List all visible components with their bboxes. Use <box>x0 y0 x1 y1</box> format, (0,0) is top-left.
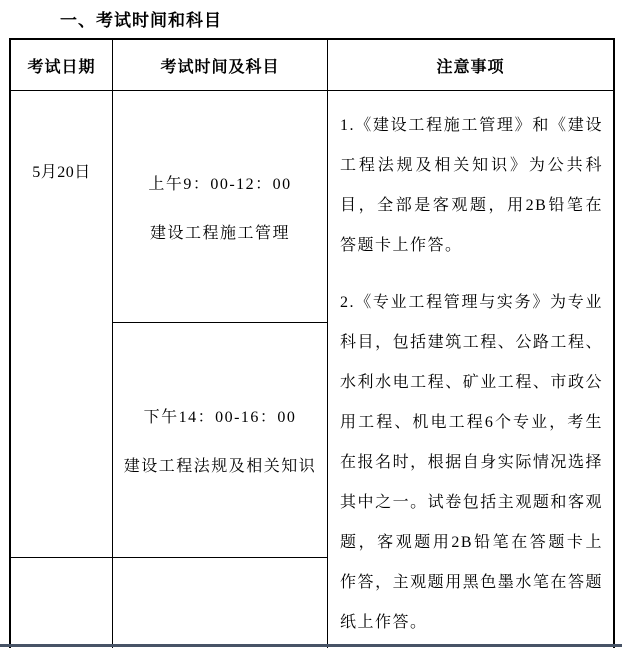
session-afternoon-cell <box>113 323 328 558</box>
exam-date-value: 5月20日 <box>32 164 91 181</box>
section-title: 一、考试时间和科目 <box>60 11 222 31</box>
session-afternoon-time: 下午14：00-16：00 <box>143 409 297 426</box>
session-afternoon-subject: 建设工程法规及相关知识 <box>123 458 317 475</box>
notes-cell <box>328 91 613 648</box>
empty-cell-date-column <box>11 558 113 648</box>
empty-cell-time-column <box>113 558 328 648</box>
exam-date-cell <box>11 91 113 558</box>
exam-schedule-table <box>9 38 615 648</box>
column-header-notes: 注意事项 <box>328 40 613 91</box>
session-morning-subject: 建设工程施工管理 <box>149 224 290 242</box>
column-header-time-subject: 考试时间及科目 <box>113 40 328 91</box>
note-paragraph-2: 2.《专业工程管理与实务》为专业科目，包括建筑工程、公路工程、水利水电工程、矿业工程、市政公用工程、机电工程6个专业，考生在报名时，根据自身实际情况选择其中之一。试卷包括主观题和客观题，客观题用2B铅笔在答题卡上作答，主观题用黑色墨水笔在答题纸上作答。 <box>340 294 603 631</box>
session-morning-cell <box>113 91 328 323</box>
note-paragraph-1: 1.《建设工程施工管理》和《建设工程法规及相关知识》为公共科目，全部是客观题，用2B铅笔在答题卡上作答。 <box>340 117 603 254</box>
bottom-divider <box>0 644 622 647</box>
session-morning-time: 上午9：00-12：00 <box>148 175 292 193</box>
column-header-exam-date: 考试日期 <box>11 40 113 91</box>
